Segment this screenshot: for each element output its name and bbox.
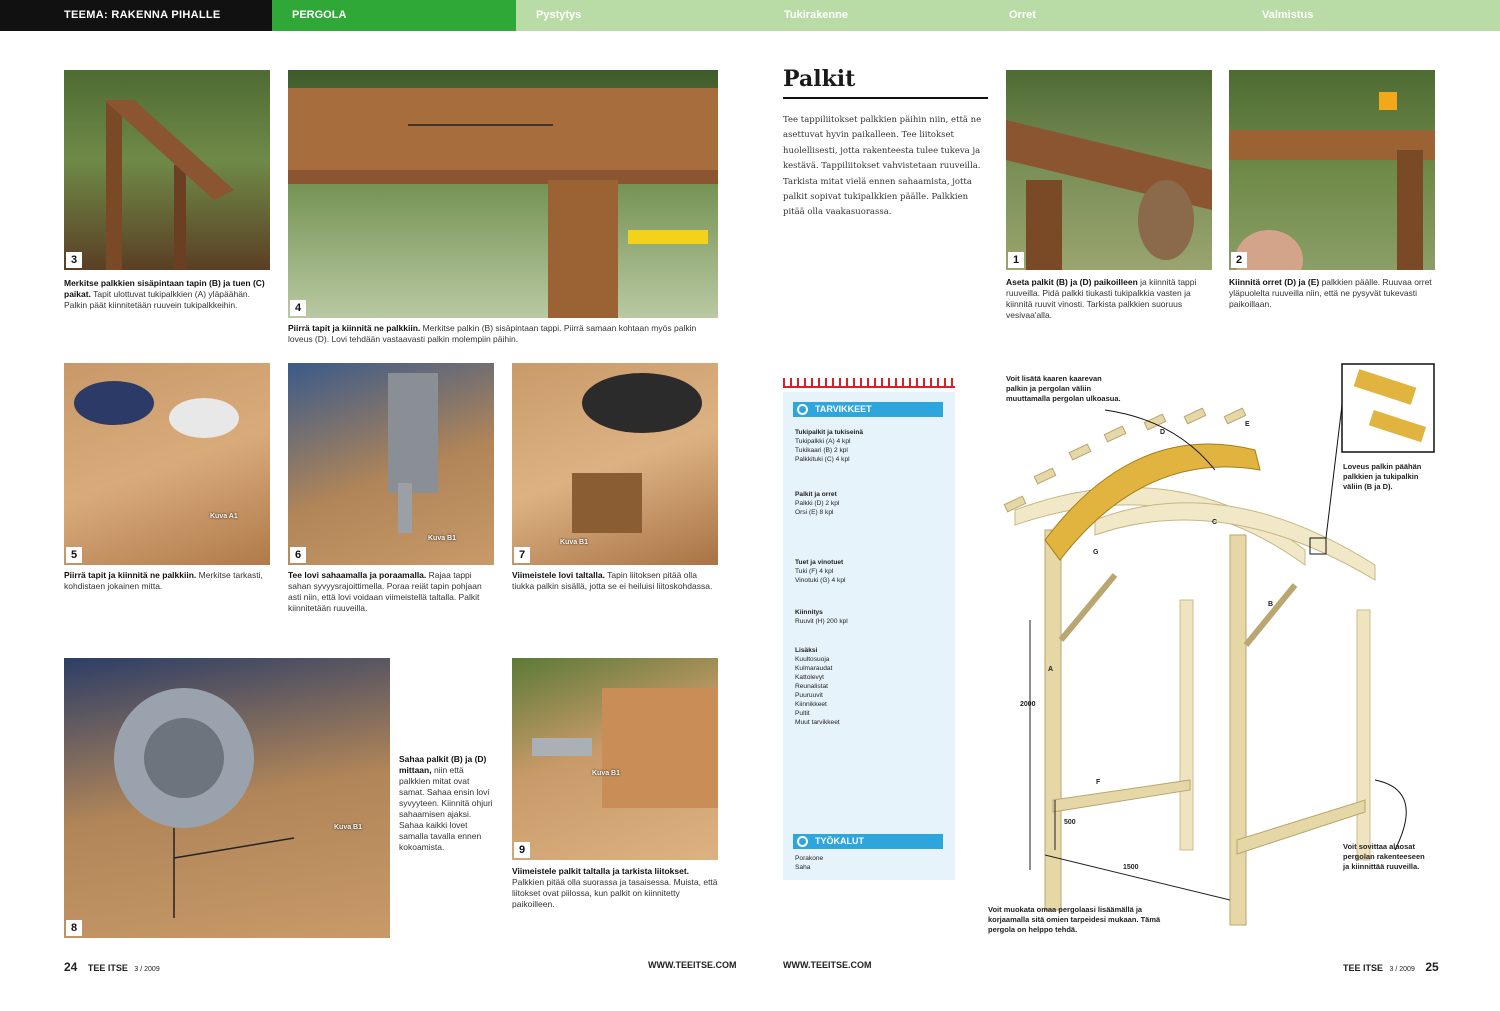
tab-tukirakenne[interactable]: Tukirakenne — [784, 9, 848, 21]
list-item: Reunalistat — [795, 683, 828, 690]
caption-text: ja kiinnitä tappi ruuveilla. Pidä palkki tiukasti tukipalkkia vasten ja kiinnitä ruuvit vinosti. Tarkista palkkien suoruus vesivaa'alla. — [1006, 277, 1197, 320]
diagram-label: E — [1245, 421, 1250, 428]
diagram-label: F — [1096, 779, 1101, 786]
list-item: Puuruuvit — [795, 692, 823, 699]
photo-step-5 — [64, 363, 270, 565]
caption-step-7 — [512, 570, 718, 592]
caption-lead: Viimeistele palkit taltalla ja tarkista liitokset. — [512, 866, 690, 876]
list-item: Ruuvit (H) 200 kpl — [795, 618, 848, 625]
photo-tag: Kuva A1 — [210, 513, 238, 520]
step-number: 3 — [66, 252, 82, 268]
photo-drawing — [512, 658, 718, 860]
list-item: Orsi (E) 8 kpl — [795, 509, 834, 516]
list-item: Muut tarvikkeet — [795, 719, 840, 726]
list-item: Kuultosuoja — [795, 656, 830, 663]
list-item: Tukipalkki (A) 4 kpl — [795, 438, 851, 445]
photo-right-step-2 — [1229, 70, 1435, 270]
photo-drawing — [1229, 70, 1435, 270]
list-item: Palkkituki (C) 4 kpl — [795, 456, 850, 463]
caption-text: Palkkien pitää olla suorassa ja tasaisessa. Muista, että liitokset ovat piilossa, kun palkit on kiinnitetty paikoilleen. — [512, 877, 718, 909]
photo-step-3 — [64, 70, 270, 270]
materials-icon — [797, 404, 808, 415]
photo-step-6 — [288, 363, 494, 565]
caption-lead: Merkitse palkkien sisäpintaan tapin (B) ja tuen (C) paikat. — [64, 278, 265, 299]
title-divider — [783, 97, 988, 99]
list-item: Kattolevyt — [795, 674, 824, 681]
page-number: 24 — [64, 960, 78, 974]
dimension-low: 500 — [1064, 819, 1076, 826]
photo-drawing — [1006, 70, 1212, 270]
list-item: Tuki (F) 4 kpl — [795, 568, 834, 575]
photo-drawing — [64, 363, 270, 565]
photo-drawing — [288, 70, 718, 318]
decorative-strip — [783, 378, 955, 388]
step-number: 6 — [290, 547, 306, 563]
tools-header-label: TYÖKALUT — [815, 836, 864, 846]
step-number: 5 — [66, 547, 82, 563]
caption-right-step-2 — [1229, 277, 1435, 310]
caption-lead: Aseta palkit (B) ja (D) paikoilleen — [1006, 277, 1138, 287]
photo-tag: Kuva B1 — [560, 539, 589, 546]
list-item: Vinotuki (G) 4 kpl — [795, 577, 846, 584]
materials-header-label: TARVIKKEET — [815, 404, 872, 414]
dimension-height: 2000 — [1020, 701, 1036, 708]
tab-pergola[interactable]: PERGOLA — [272, 0, 516, 31]
diagram-label: B — [1268, 601, 1274, 608]
tools-header — [793, 834, 943, 849]
right-footer — [1343, 960, 1439, 974]
photo-tag: Kuva B1 — [428, 535, 457, 542]
photo-drawing — [64, 70, 270, 270]
diagram-note-detail: Loveus palkin päähän palkkien ja tukipalkin väliin (B ja D). — [1343, 462, 1422, 491]
materials-header — [793, 402, 943, 417]
photo-step-7 — [512, 363, 718, 565]
photo-tag: Kuva B1 — [592, 770, 621, 777]
section-tabs — [272, 0, 1500, 31]
diagram-label: D — [1160, 429, 1166, 436]
materials-group — [795, 608, 950, 626]
group-title: Lisäksi — [795, 647, 818, 654]
photo-drawing — [288, 363, 494, 565]
left-footer — [64, 960, 160, 974]
caption-text: Tapit ulottuvat tukipalkkien (A) yläpäähän. Palkin päät kiinnitetään ruuvein tukipalkkeihin. — [64, 289, 251, 310]
photo-right-step-1 — [1006, 70, 1212, 270]
photo-step-4 — [288, 70, 718, 318]
materials-group — [795, 490, 950, 517]
materials-box — [783, 392, 955, 880]
magazine-name: TEE ITSE — [1343, 963, 1384, 973]
list-item: Tukikaari (B) 2 kpl — [795, 447, 848, 454]
top-navigation — [0, 0, 1500, 31]
diagram-label: C — [1212, 519, 1218, 526]
photo-tag: Kuva B1 — [334, 824, 363, 831]
diagram-label: G — [1093, 549, 1099, 556]
materials-group — [795, 646, 950, 727]
group-title: Tukipalkit ja tukiseinä — [795, 429, 864, 436]
page-number: 25 — [1425, 960, 1439, 974]
step-number: 7 — [514, 547, 530, 563]
magazine-name: TEE ITSE — [87, 963, 128, 973]
caption-text: palkkien päälle. Ruuvaa orret yläpuolelta ruuveilla niin, että ne pysyvät tukevasti paikoillaan. — [1229, 277, 1432, 309]
issue-label: 3 / 2009 — [134, 966, 160, 973]
photo-step-9 — [512, 658, 718, 860]
caption-right-step-1 — [1006, 277, 1212, 321]
caption-lead: Piirrä tapit ja kiinnitä ne palkkiin. — [288, 323, 421, 333]
step-number: 9 — [514, 842, 530, 858]
section-title: Palkit — [783, 66, 856, 92]
caption-step-9 — [512, 866, 718, 910]
caption-lead: Viimeistele lovi taltalla. — [512, 570, 605, 580]
tools-icon — [797, 836, 808, 847]
diagram-note-bottom: Voit muokata omaa pergolaasi lisäämällä ja korjaamalla sitä omien tarpeidesi mukaan. Tämä pergola on helppo tehdä. — [988, 905, 1161, 934]
list-item: Porakone — [795, 855, 824, 862]
list-item: Pultit — [795, 710, 810, 717]
theme-label: TEEMA: RAKENNA PIHALLE — [0, 0, 272, 31]
list-item: Kulmaraudat — [795, 665, 833, 672]
dimension-base: 1500 — [1123, 864, 1139, 871]
tab-orret[interactable]: Orret — [1009, 9, 1036, 21]
tab-pystytys[interactable]: Pystytys — [536, 9, 582, 21]
group-title: Kiinnitys — [795, 609, 823, 616]
caption-text: niin että palkkien mitat ovat samat. Sahaa ensin lovi syvyyteen. Kiinnitä ohjuri sahaamisen ajaksi. Sahaa kaikki lovet samalla tavalla ennen kokoamista. — [399, 765, 493, 852]
caption-lead: Kiinnitä orret (D) ja (E) — [1229, 277, 1320, 287]
caption-text: Rajaa tappi sahan syvyysrajoittimella. Poraa reiät tapin pohjaan asti niin, että lovi voidaan viimeistellä taltalla. Palkit kiinnitetään ruuveilla. — [288, 570, 482, 613]
step-number: 4 — [290, 300, 306, 316]
intro-text: Tee tappiliitokset palkkien päihin niin, että ne asettuvat hyvin paikalleen. Tee liitokset huolellisesti, jotta rakenteesta tulee tukeva ja kestävä. Tappiliitokset vahvistetaan ruuveilla. Tarkista mitat vielä ennen sahaamista, jotta palkit sopivat tukipalkkien päälle. Palkkien pitää olla vaakasuorassa. — [783, 115, 982, 218]
caption-step-3 — [64, 278, 270, 311]
photo-step-8 — [64, 658, 390, 938]
diagram-note-base: Voit sovittaa alaosat pergolan rakenteeseen ja kiinnittää ruuveilla. — [1343, 842, 1425, 871]
caption-step-4 — [288, 323, 718, 345]
list-item: Palkki (D) 2 kpl — [795, 500, 840, 507]
list-item: Kiinnikkeet — [795, 701, 827, 708]
step-number: 2 — [1231, 252, 1247, 268]
diagram-label: A — [1048, 666, 1054, 673]
group-title: Tuet ja vinotuet — [795, 559, 844, 566]
issue-label: 3 / 2009 — [1389, 966, 1415, 973]
list-item: Saha — [795, 864, 811, 871]
left-footer-url[interactable]: WWW.TEEITSE.COM — [648, 960, 737, 970]
step-number: 1 — [1008, 252, 1024, 268]
caption-step-5 — [64, 570, 270, 592]
caption-text: Merkitse palkin (B) sisäpintaan tappi. Piirrä samaan kohtaan myös palkin loveus (D). Lovi tehdään vastaavasti palkin molempiin päihin. — [288, 323, 697, 344]
caption-text: Tapin liitoksen pitää olla tiukka palkin sisällä, jotta se ei heiluisi liitoskohdassa. — [512, 570, 713, 591]
diagram-note-top: Voit lisätä kaaren kaarevan palkin ja pergolan väliin muuttamalla pergolan ulkoasua. — [1006, 374, 1121, 403]
right-footer-url[interactable]: WWW.TEEITSE.COM — [783, 960, 872, 970]
materials-group — [795, 558, 950, 585]
tools-group — [795, 854, 950, 872]
tab-valmistus[interactable]: Valmistus — [1262, 9, 1314, 21]
step-number: 8 — [66, 920, 82, 936]
caption-lead: Piirrä tapit ja kiinnitä ne palkkiin. — [64, 570, 197, 580]
caption-step-6 — [288, 570, 494, 614]
photo-drawing — [512, 363, 718, 565]
photo-drawing — [64, 658, 390, 938]
caption-step-8 — [399, 754, 493, 853]
materials-group — [795, 428, 950, 464]
caption-lead: Tee lovi sahaamalla ja poraamalla. — [288, 570, 427, 580]
caption-lead: Sahaa palkit (B) ja (D) mittaan, — [399, 754, 487, 775]
group-title: Palkit ja orret — [795, 491, 837, 498]
caption-text: Merkitse tarkasti, kohdistaen jokainen mitta. — [64, 570, 263, 591]
